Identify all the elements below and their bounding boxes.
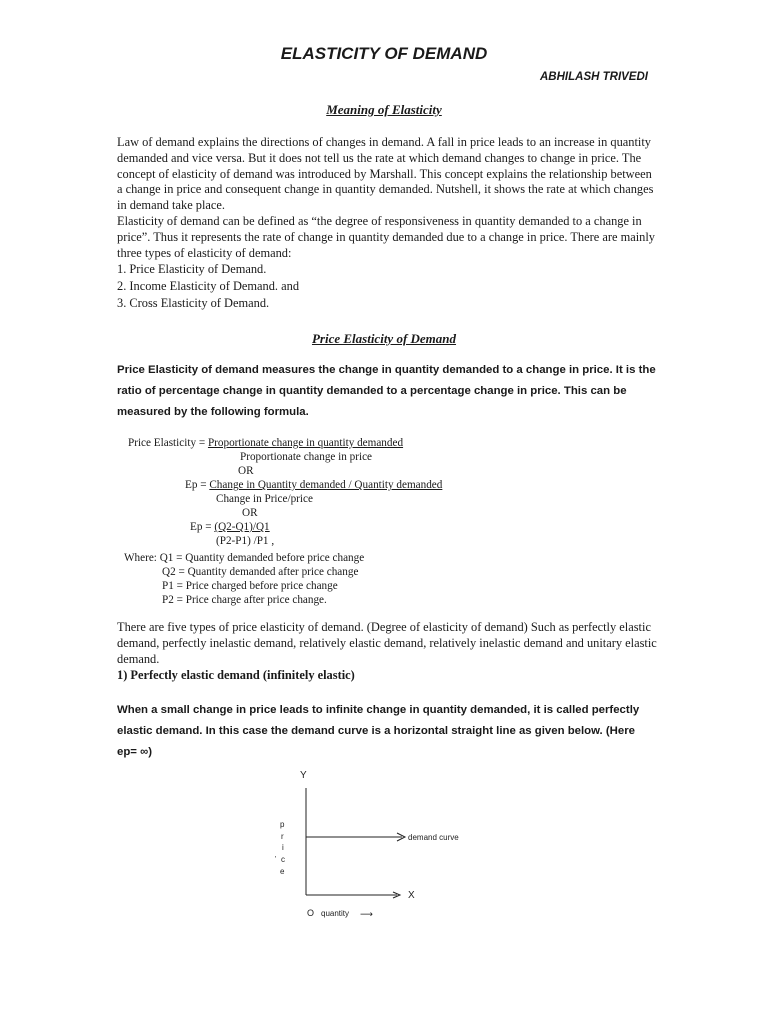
- formula-line-3-denominator: (P2-P1) /P1 ,: [216, 535, 275, 547]
- formula-line-2-numerator: Change in Quantity demanded / Quantity demanded: [209, 479, 443, 491]
- quantity-label: quantity: [321, 909, 350, 918]
- formula-or-2: OR: [242, 507, 258, 519]
- price-letter-p: p: [280, 820, 285, 829]
- list-item-2: 2. Income Elasticity of Demand. and: [117, 279, 300, 294]
- meaning-paragraph-1: Law of demand explains the directions of changes in demand. A fall in price leads to an increase in quantity demanded and vice versa. But it does not tell us the rate at which demand changes to change in price. The concept of elasticity of demand was introduced by Marshall. This concept explains the relationship between a change in price and consequent change in quantity demanded. Nutshell, it shows the rate at which changes in demand take place.: [117, 135, 654, 213]
- formula-where-2: Q2 = Quantity demanded after price change: [162, 566, 359, 578]
- price-letter-i: i: [282, 843, 284, 852]
- perfectly-elastic-text: When a small change in price leads to infinite change in quantity demanded, it is called perfectly elastic demand. In this case the demand curve is a horizontal straight line as given below. (Here ep= ∞): [117, 704, 640, 758]
- formula-line-2: [185, 479, 442, 493]
- formula-line-3: [190, 521, 270, 535]
- price-elasticity-intro: Price Elasticity of demand measures the change in quantity demanded to a change in price. It is the ratio of percentage change in quantity demanded to a percentage change in price. This can be measured by the following formula.: [117, 364, 656, 418]
- price-letter-e: e: [280, 867, 285, 876]
- meaning-paragraph-2: Elasticity of demand can be defined as “the degree of responsiveness in quantity demanded to a change in price”. Thus it represents the rate of change in quantity demanded due to a change in price. There are mainly three types of elasticity of demand:: [117, 213, 655, 260]
- perfectly-elastic-heading: 1) Perfectly elastic demand (infinitely elastic): [117, 668, 355, 682]
- formula-where-1: Where: Q1 = Quantity demanded before price change: [124, 552, 365, 564]
- x-axis-label: X: [408, 890, 415, 901]
- price-letter-c: c: [281, 855, 285, 864]
- formula-line-2-denominator: Change in Price/price: [216, 493, 313, 505]
- price-letter-r: r: [281, 832, 284, 841]
- elasticity-formula: [124, 434, 488, 606]
- list-item-3: 3. Cross Elasticity of Demand.: [117, 296, 270, 311]
- formula-line-1-denominator: Proportionate change in price: [240, 451, 373, 463]
- list-item-1: 1. Price Elasticity of Demand.: [117, 262, 267, 277]
- perfectly-elastic-demand-graph: [262, 766, 522, 926]
- formula-line-1-numerator: Proportionate change in quantity demanded: [207, 437, 404, 449]
- meaning-paragraphs: [117, 135, 657, 312]
- formula-or-1: OR: [238, 465, 254, 477]
- author-name: ABHILASH TRIVEDI: [540, 71, 648, 83]
- y-axis-label: Y: [300, 770, 307, 781]
- formula-where-4: P2 = Price charge after price change.: [162, 594, 327, 606]
- formula-where-3: P1 = Price charged before price change: [162, 580, 338, 592]
- formula-line-2-prefix: Ep =: [185, 479, 210, 491]
- formula-line-3-numerator: (Q2-Q1)/Q1: [214, 521, 270, 533]
- quantity-arrow-icon: ⟶: [360, 909, 373, 919]
- document-title: ELASTICITY OF DEMAND: [280, 44, 488, 63]
- formula-line-1: [128, 437, 403, 451]
- types-paragraph: There are five types of price elasticity of demand. (Degree of elasticity of demand) Such as perfectly elastic demand, perfectly inelastic demand, relatively elastic demand, relatively inelastic demand and unitary elastic demand.: [117, 620, 657, 666]
- formula-line-1-prefix: Price Elasticity =: [128, 437, 208, 449]
- price-tick-mark: ': [275, 856, 277, 863]
- heading-price-elasticity: Price Elasticity of Demand: [311, 331, 457, 346]
- demand-curve-label: demand curve: [408, 833, 459, 842]
- heading-meaning-of-elasticity: Meaning of Elasticity: [326, 102, 442, 117]
- origin-label: O: [307, 908, 315, 918]
- formula-line-3-prefix: Ep =: [190, 521, 215, 533]
